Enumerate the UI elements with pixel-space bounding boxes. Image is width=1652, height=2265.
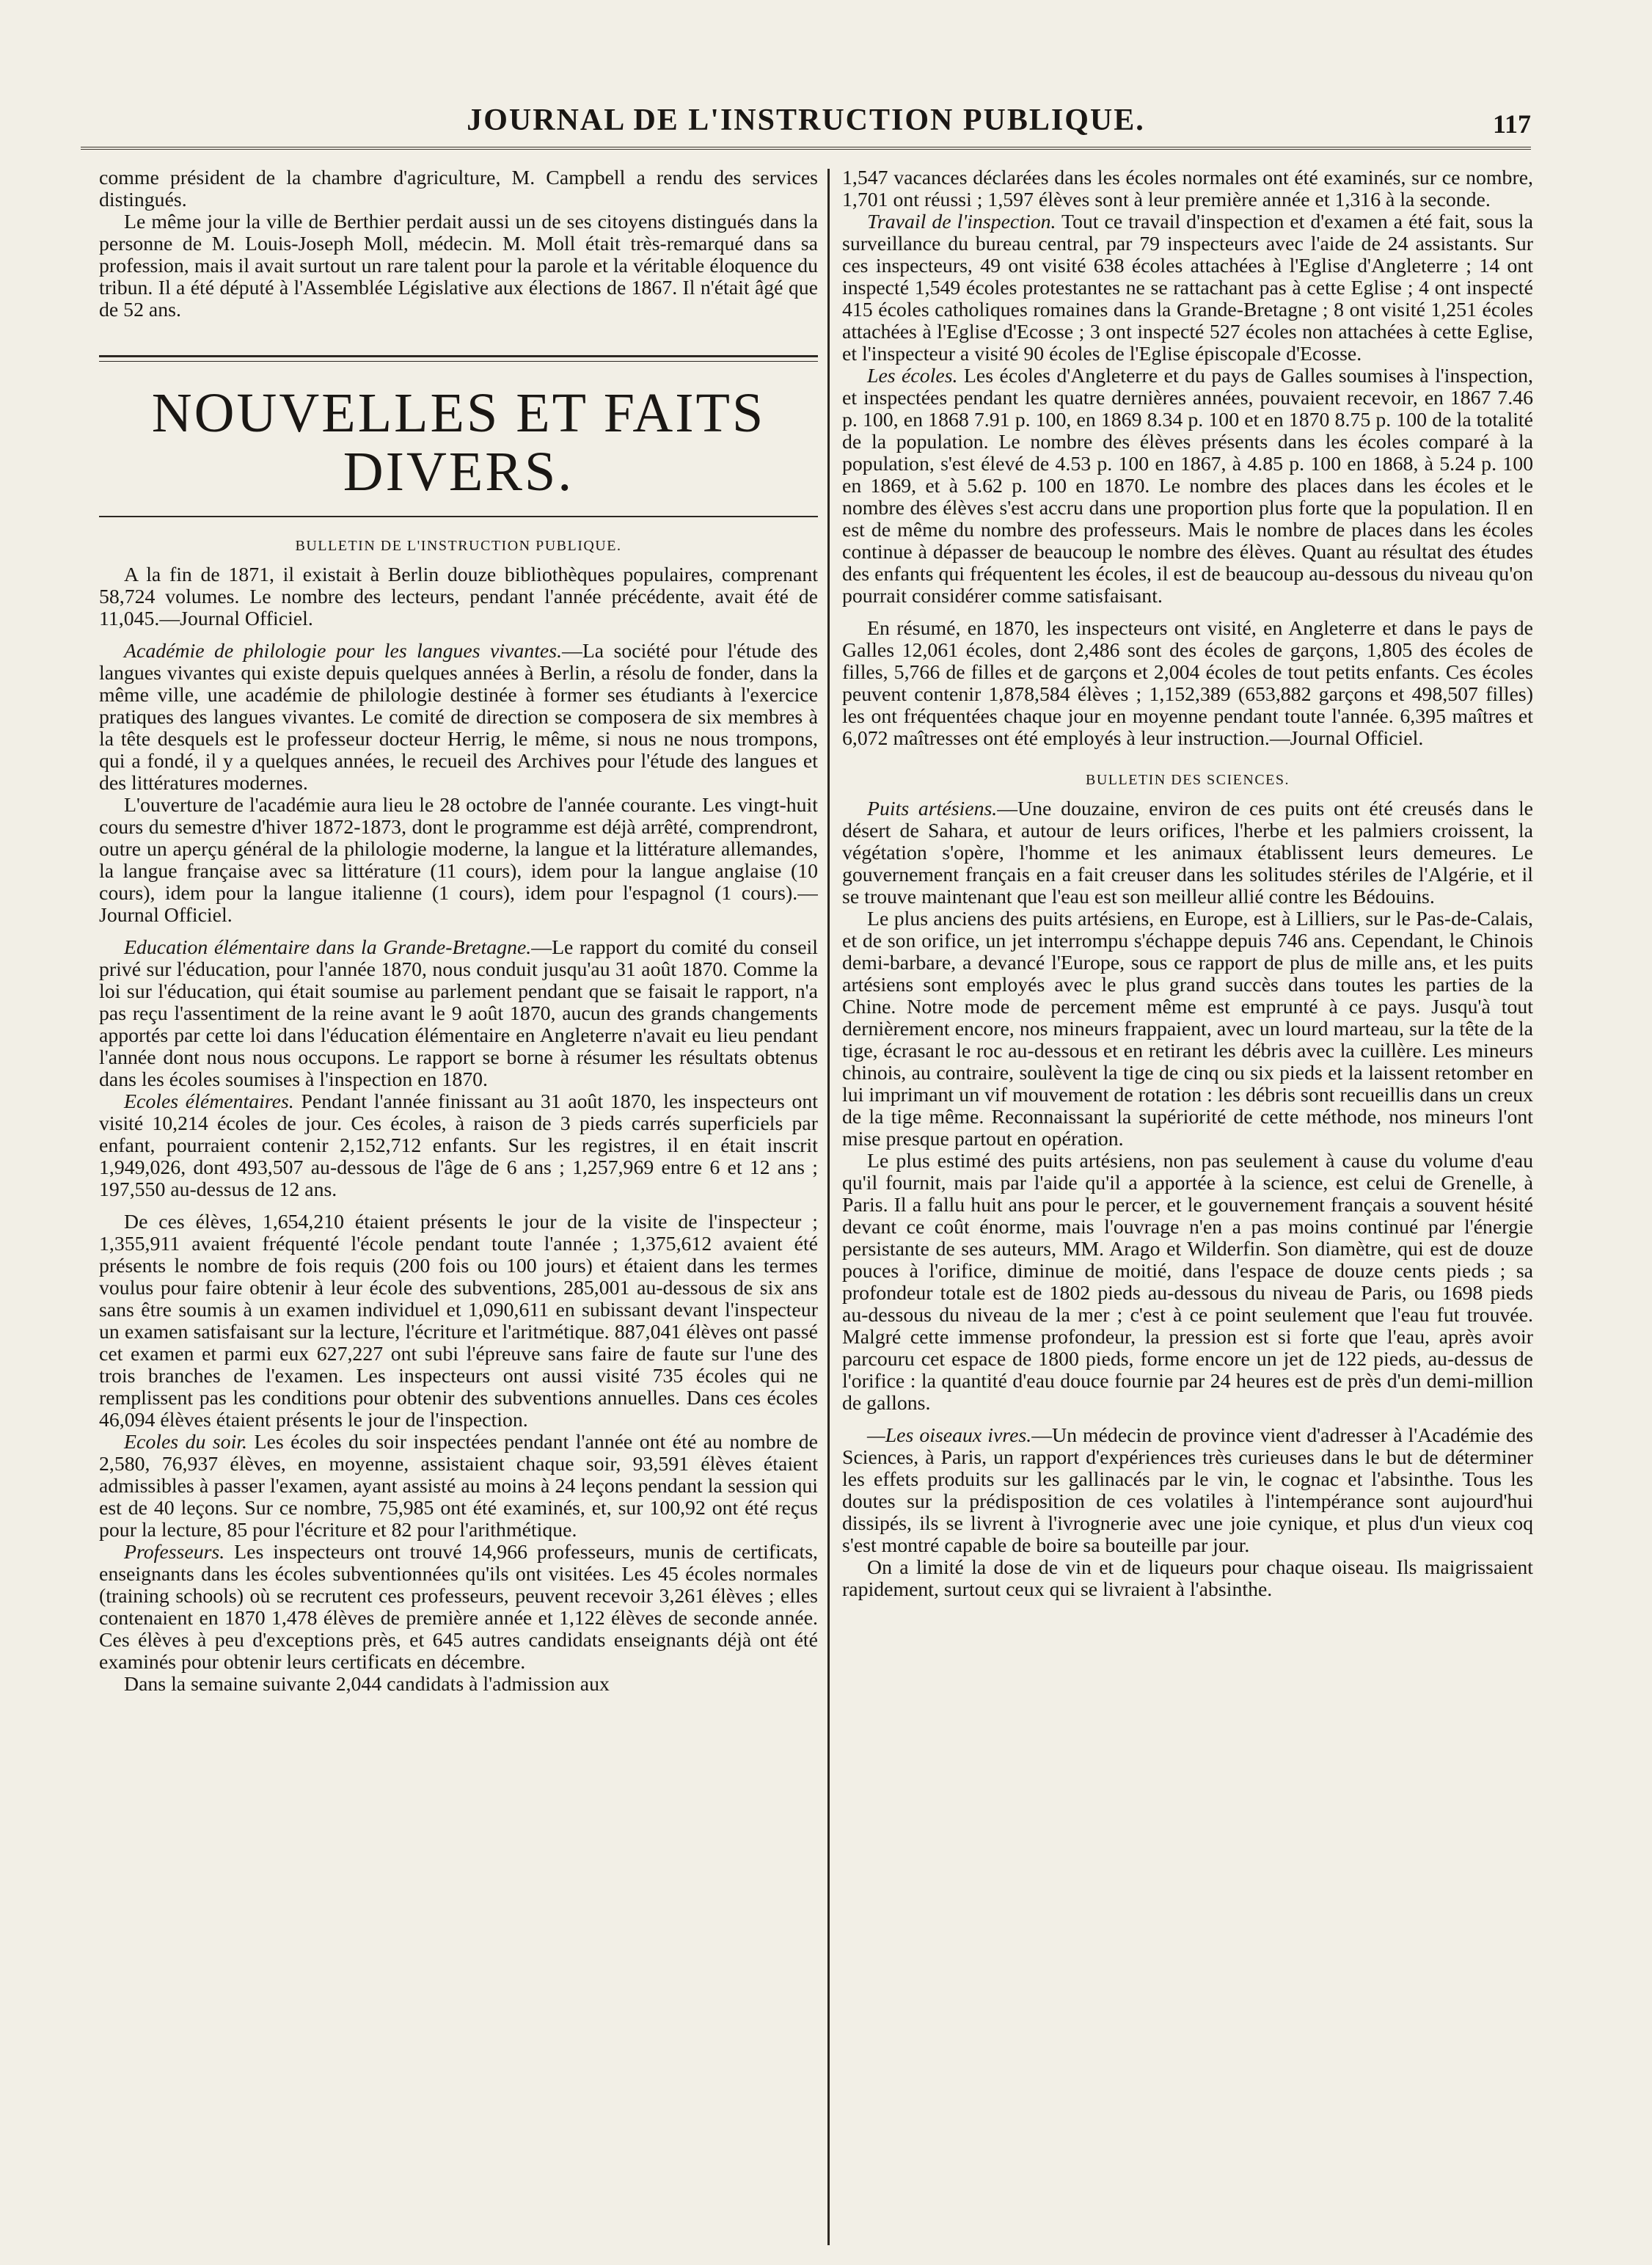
running-title: JOURNAL DE L'INSTRUCTION PUBLIQUE. bbox=[467, 103, 1145, 137]
paragraph-title: Ecoles élémentaires. bbox=[124, 1090, 294, 1113]
paragraph: Professeurs. Les inspecteurs ont trouvé 14,966 professeurs, munis de certificats, enseignants dans les écoles subventionnées qu'ils ont visitées. Les 45 écoles normales (training schools) où se recrutent ces professeurs, peuvent recevoir 3,261 élèves ; elles contenaient en 1870 1,478 élèves de première année et 1,122 élèves de seconde année. Ces élèves à peu d'exceptions près, et 645 autres candidats enseignants déjà ont été examinés pour obtenir leurs certificats en décembre. bbox=[99, 1541, 818, 1674]
paragraph: Travail de l'inspection. Tout ce travail d'inspection et d'examen a été fait, sous la surveillance du bureau central, par 79 inspecteurs avec l'aide de 24 assistants. Sur ces inspecteurs, 49 ont visité 638 écoles attachées à l'Eglise d'Angleterre ; 14 ont inspecté 1,549 écoles protestantes ne se rattachant pas à cette Eglise ; 4 ont inspecté 415 écoles catholiques romaines dans la Grande-Bretagne ; 8 ont visité 1,251 écoles attachées à l'Eglise d'Ecosse ; 3 ont inspecté 527 écoles non attachées à cette Eglise, et l'inspecteur a visité 90 écoles de l'Eglise épiscopale d'Ecosse. bbox=[842, 211, 1533, 365]
paragraph: Education élémentaire dans la Grande-Bretagne.—Le rapport du comité du conseil privé sur l'éducation, pour l'année 1870, nous conduit jusqu'au 31 août 1870. Comme la loi sur l'éducation, qui était soumise au parlement pendant que se faisait le rapport, n'a pas reçu l'assentiment de la reine avant le 9 août 1870, aucun des grands changements apportés par cette loi dans l'éducation élémentaire en Angleterre n'avait eu lieu pendant l'année dont nous nous occupons. Le rapport se borne à résumer les résultats obtenus dans les écoles soumises à l'inspection en 1870. bbox=[99, 936, 818, 1091]
paragraph: On a limité la dose de vin et de liqueurs pour chaque oiseau. Ils maigrissaient rapidement, surtout ceux qui se livraient à l'absinthe. bbox=[842, 1556, 1533, 1601]
right-column bbox=[842, 167, 1533, 2244]
paragraph: Ecoles élémentaires. Pendant l'année finissant au 31 août 1870, les inspecteurs ont visité 10,214 écoles de jour. Ces écoles, à raison de 3 pieds carrés superficiels par enfant, pourraient contenir 2,152,712 enfants. Sur les registres, il en était inscrit 1,949,026, dont 493,507 au-dessous de l'âge de 6 ans ; 1,257,969 entre 6 et 12 ans ; 197,550 au-dessus de 12 ans. bbox=[99, 1090, 818, 1201]
paragraph: L'ouverture de l'académie aura lieu le 28 octobre de l'année courante. Les vingt-huit cours du semestre d'hiver 1872-1873, dont le programme est déjà arrêté, comprendront, outre un aperçu général de la philologie moderne, la langue et la littérature allemandes, la langue française avec sa littérature (11 cours), idem pour la langue anglaise (10 cours), idem pour la langue italienne (1 cours), idem pour l'espagnol (1 cours).—Journal Officiel. bbox=[99, 794, 818, 927]
page-number: 117 bbox=[1492, 109, 1531, 139]
paragraph-title: Les écoles. bbox=[867, 365, 958, 387]
paragraph: Le plus anciens des puits artésiens, en Europe, est à Lilliers, sur le Pas-de-Calais, et de son orifice, un jet interrompu s'échappe depuis 746 ans. Cependant, le Chinois demi-barbare, a devancé l'Europe, sous ce rapport de plus de mille ans, et les puits artésiens sont employés avec le plus grand succès dans toutes les parties de la Chine. Notre mode de percement même est emprunté à ce pays. Jusqu'à tout dernièrement encore, nos mineurs frappaient, avec un lourd marteau, sur la tête de la tige, écrasant le roc au-dessous et en retirant les débris avec la cuillère. Les mineurs chinois, au contraire, soulèvent la tige de cinq ou six pieds et la laissent retomber en lui imprimant un vif mouvement de rotation : les débris sont recueillis dans un creux de la tige même. Reconnaissant la supériorité de cette méthode, nos mineurs l'ont mise presque partout en opération. bbox=[842, 908, 1533, 1150]
paragraph: Académie de philologie pour les langues vivantes.—La société pour l'étude des langues vivantes qui existe depuis quelques années à Berlin, a résolu de fonder, dans la même ville, une académie de philologie destinée à former ses étudiants à l'exercice pratiques des langues vivantes. Le comité de direction se composera de six membres à la tête desquels est le professeur docteur Herrig, le même, si nous ne nous trompons, qui a fondé, il y a quelques années, le recueil des Archives pour l'étude des langues et des littératures modernes. bbox=[99, 640, 818, 795]
left-column bbox=[99, 167, 818, 2244]
section-title: NOUVELLES ET FAITS DIVERS. bbox=[151, 382, 766, 503]
paragraph: En résumé, en 1870, les inspecteurs ont visité, en Angleterre et dans le pays de Galles 12,061 écoles, dont 2,486 sont des écoles de garçons, 1,805 des écoles de filles, 5,766 de filles et de garçons et 2,004 écoles de tout petits enfants. Ces écoles peuvent contenir 1,878,584 élèves ; 1,152,389 (653,882 garçons et 498,507 filles) les ont fréquentées chaque jour en moyenne pendant toute l'année. 6,395 maîtres et 6,072 maîtresses ont été employés à leur instruction.—Journal Officiel. bbox=[842, 617, 1533, 750]
paragraph: Le même jour la ville de Berthier perdait aussi un de ses citoyens distingués dans la personne de M. Louis-Joseph Moll, médecin. M. Moll était très-remarqué dans sa profession, mais il avait surtout un rare talent pour la parole et la véritable éloquence du tribun. Il a été député à l'Assemblée Législative aux élections de 1867. Il n'était âgé que de 52 ans. bbox=[99, 211, 818, 321]
paragraph: 1,547 vacances déclarées dans les écoles normales ont été examinés, sur ce nombre, 1,701 ont réussi ; 1,597 élèves sont à leur première année et 1,316 à la seconde. bbox=[842, 167, 1533, 211]
paragraph-title: Ecoles du soir. bbox=[124, 1431, 247, 1454]
paragraph: De ces élèves, 1,654,210 étaient présents le jour de la visite de l'inspecteur ; 1,355,911 avaient fréquenté l'école pendant toute l'année ; 1,375,612 avaient été présents le nombre de fois requis (200 fois ou 100 jours) et étaient dans les termes voulus pour faire obtenir à leur école des subventions, 285,001 au-dessous de six ans sans être soumis à un examen individuel et 1,090,611 en subissant devant l'inspecteur un examen satisfaisant sur la lecture, l'écriture et l'aritmétique. 887,041 élèves ont passé cet examen et parmi eux 627,227 ont subi l'épreuve sans faire de faute sur l'une des trois branches de l'examen. Les inspecteurs ont aussi visité 735 écoles qui ne remplissent pas les conditions pour obtenir des subventions annuelles. Dans ces écoles 46,094 élèves étaient présents le jour de l'inspection. bbox=[99, 1211, 818, 1431]
divider bbox=[99, 516, 818, 517]
paragraph: Ecoles du soir. Les écoles du soir inspectées pendant l'année ont été au nombre de 2,580, 76,937 élèves, en moyenne, assistaient chaque soir, 93,591 élèves étaient admissibles à passer l'examen, ayant assisté au moins à 24 leçons pendant la session qui est de 40 leçons. Sur ce nombre, 75,985 ont été examinés, et, sur 100,92 ont été reçus pour la lecture, 85 pour l'écriture et 82 pour l'arithmétique. bbox=[99, 1431, 818, 1542]
page-header bbox=[81, 103, 1531, 150]
paragraph: Puits artésiens.—Une douzaine, environ de ces puits ont été creusés dans le désert de Sahara, et autour de leurs orifices, l'herbe et les palmiers croissent, la végétation s'opère, l'homme et les animaux établissent leurs demeures. Le gouvernement français en a fait creuser dans les solitudes stériles de l'Algérie, et il se trouve maintenant que l'eau est son meilleur allié contre les Bédouins. bbox=[842, 798, 1533, 908]
section-divider bbox=[99, 355, 818, 362]
paragraph: Le plus estimé des puits artésiens, non pas seulement à cause du volume d'eau qu'il fournit, mais par l'aide qu'il a apportée à la science, est celui de Grenelle, à Paris. Il a fallu huit ans pour le percer, et le gouvernement français a souvent hésité devant ce coût énorme, mais l'ouvrage n'en a pas moins continué par l'énergie persistante de ses auteurs, MM. Arago et Wilderfin. Son diamètre, qui est de douze pouces à l'orifice, diminue de moitié, dans l'espace de douze cents pieds ; sa profondeur totale est de 1802 pieds au-dessous du niveau de Paris, ou 1698 pieds au-dessous du niveau de la mer ; c'est à ce point seulement que l'eau fut trouvée. Malgré cette immense profondeur, la pression est si forte que l'eau, après avoir parcouru cet espace de 1800 pieds, forme encore un jet de 122 pieds, au-dessus de l'orifice : la quantité d'eau douce fournie par 24 heures est de près d'un demi-million de gallons. bbox=[842, 1150, 1533, 1415]
paragraph-title: Académie de philologie pour les langues vivantes. bbox=[124, 640, 563, 663]
paragraph: A la fin de 1871, il existait à Berlin douze bibliothèques populaires, comprenant 58,724 volumes. Le nombre des lecteurs, pendant l'année précédente, avait été de 11,045.—Journal Officiel. bbox=[99, 563, 818, 630]
bulletin-title: BULLETIN DES SCIENCES. bbox=[1086, 772, 1290, 788]
paragraph: Les écoles. Les écoles d'Angleterre et du pays de Galles soumises à l'inspection, et inspectées pendant les quatre dernières années, pouvaient recevoir, en 1867 7.46 p. 100, en 1868 7.91 p. 100, en 1869 8.34 p. 100 et en 1870 8.75 p. 100 de la totalité de la population. Le nombre des élèves présents dans les écoles comparé à la population, s'est élevé de 4.53 p. 100 en 1867, à 4.85 p. 100 en 1868, à 5.24 p. 100 en 1869, et à 5.62 p. 100 en 1870. Le nombre des places dans les écoles et le nombre des élèves s'est accru dans une proportion plus forte que la population. Il en est de même du nombre des professeurs. Mais le nombre de places dans les écoles continue à dépasser de beaucoup le nombre des élèves. Quant au résultat des études des enfants qui fréquentent les écoles, il est de beaucoup au-dessous du niveau qu'on pourrait considérer comme satisfaisant. bbox=[842, 365, 1533, 608]
column-rule bbox=[827, 169, 830, 2245]
paragraph: —Les oiseaux ivres.—Un médecin de province vient d'adresser à l'Académie des Sciences, à Paris, un rapport d'expériences très curieuses dans le but de déterminer les effets produits sur les gallinacés par le vin, le cognac et l'absinthe. Tous les doutes sur la prédisposition de ces volatiles à l'intempérance sont aujourd'hui dissipés, ils se livrent à l'ivrognerie avec une joie cynique, et plus d'un vieux coq s'est montré capable de boire sa bouteille par jour. bbox=[842, 1424, 1533, 1557]
paragraph-title: —Les oiseaux ivres. bbox=[867, 1424, 1032, 1447]
paragraph-title: Puits artésiens. bbox=[867, 798, 998, 820]
paragraph: comme président de la chambre d'agriculture, M. Campbell a rendu des services distingués. bbox=[99, 167, 818, 211]
paragraph-title: Education élémentaire dans la Grande-Bretagne. bbox=[124, 936, 532, 959]
bulletin-title: BULLETIN DE L'INSTRUCTION PUBLIQUE. bbox=[295, 538, 622, 554]
paragraph-title: Professeurs. bbox=[124, 1541, 225, 1564]
paragraph-title: Travail de l'inspection. bbox=[867, 211, 1056, 233]
paragraph: Dans la semaine suivante 2,044 candidats à l'admission aux bbox=[124, 1673, 610, 1696]
